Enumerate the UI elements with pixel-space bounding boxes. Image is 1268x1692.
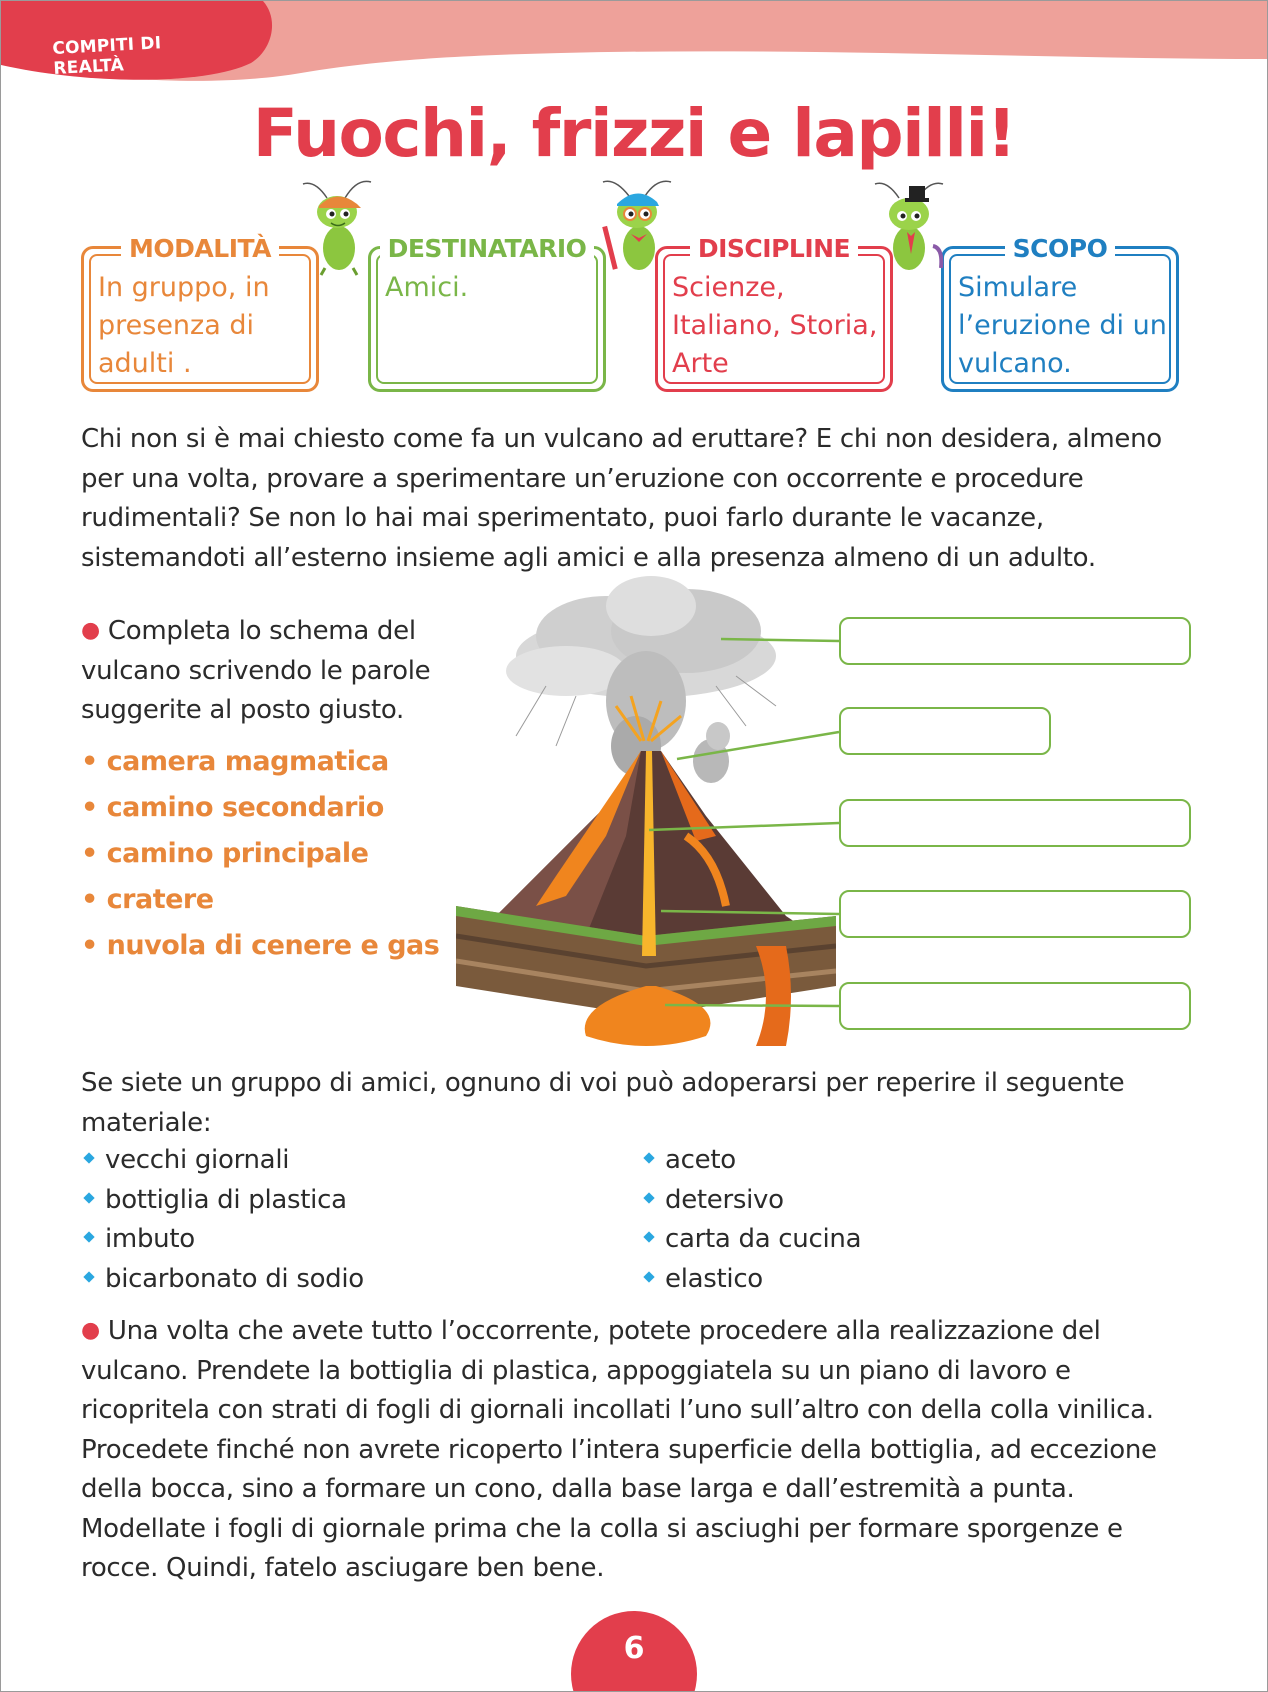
materials-list-right [641,1141,861,1299]
diamond-bullet-icon [83,1231,94,1242]
diamond-bullet-icon [83,1271,94,1282]
list-item: • nuvola di cenere e gas [81,930,440,961]
answer-box-5[interactable] [839,982,1191,1030]
list-item: detersivo [641,1181,861,1221]
diamond-bullet-icon [643,1192,654,1203]
diamond-bullet-icon [83,1192,94,1203]
cricket-mascot-cap-icon [297,176,383,276]
list-item: bottiglia di plastica [81,1181,364,1221]
list-item: vecchi giornali [81,1141,364,1181]
materials-intro: Se siete un gruppo di amici, ognuno di voi può adoperarsi per reperire il seguente materiale: [81,1068,1125,1138]
page-number: 6 [623,1631,645,1666]
answer-box-3[interactable] [839,799,1191,847]
list-item: elastico [641,1260,861,1300]
cricket-mascot-tophat-icon [869,176,955,276]
card-heading: SCOPO [1005,234,1116,263]
exercise-instruction-text: Completa lo schema del vulcano scrivendo le parole suggerite al posto giusto. [81,616,431,725]
procedure-text: Una volta che avete tutto l’occorrente, potete procedere alla realizzazione del vulcano. Prendete la bottiglia di plastica, appoggiatela su un piano di lavoro e ricopritela con strati di fogli di giornali incollati l’uno sull’altro con della colla vinilica. Procedete finché non avrete ricoperto l’intera superficie della bottiglia, ad eccezione della bocca, sino a formare un cono, dalla base larga e dall’estremità a punta. Modellate i fogli di giornale prima che la colla si asciughi per formare sporgenze e rocce. Quindi, fatelo asciugare ben bene. [81,1316,1157,1583]
card-destinatario [368,234,606,392]
procedure-paragraph [81,1311,1201,1589]
page-title: Fuochi, frizzi e lapilli! [252,95,1016,172]
card-text: Simulare l’eruzione di un vulcano. [958,272,1167,379]
list-item: aceto [641,1141,861,1181]
card-text: In gruppo, in presenza di adulti . [98,272,270,379]
card-heading: DISCIPLINE [690,234,858,263]
answer-box-4[interactable] [839,890,1191,938]
list-item: bicarbonato di sodio [81,1260,364,1300]
suggested-words-list [81,739,481,969]
intro-paragraph: Chi non si è mai chiesto come fa un vulcano ad eruttare? E chi non desidera, almeno per una volta, provare a sperimentare un’eruzione con occorrente e procedure rudimentali? Se non lo hai mai sperimentato, puoi farlo durante le vacanze, sistemandoti all’esterno insieme agli amici e alla presenza almeno di un adulto. [81,424,1162,573]
answer-box-1[interactable] [839,617,1191,665]
card-text: Amici. [385,272,469,303]
diamond-bullet-icon [643,1231,654,1242]
materials-list-left [81,1141,364,1299]
card-modalita [81,234,319,392]
list-item: • camera magmatica [81,746,389,777]
list-item: • cratere [81,884,214,915]
card-heading: MODALITÀ [121,234,279,263]
bullet-dot-icon: ● [81,1318,100,1343]
list-item: • camino secondario [81,792,384,823]
card-scopo [941,234,1179,392]
card-heading: DESTINATARIO [380,234,595,263]
bullet-dot-icon: ● [81,618,100,643]
page-number-badge [571,1611,697,1692]
ash-cloud-icon [506,576,776,776]
section-label: COMPITI DI REALTÀ [51,33,162,79]
card-discipline [655,234,893,392]
diamond-bullet-icon [643,1271,654,1282]
list-item: • camino principale [81,838,369,869]
diamond-bullet-icon [643,1152,654,1163]
diamond-bullet-icon [83,1152,94,1163]
exercise-instruction [81,611,481,731]
answer-box-2[interactable] [839,707,1051,755]
list-item: imbuto [81,1220,364,1260]
volcano-diagram [456,576,836,1056]
cricket-mascot-glasses-icon [595,176,681,276]
list-item: carta da cucina [641,1220,861,1260]
card-text: Scienze, Italiano, Storia, Arte [672,272,878,379]
